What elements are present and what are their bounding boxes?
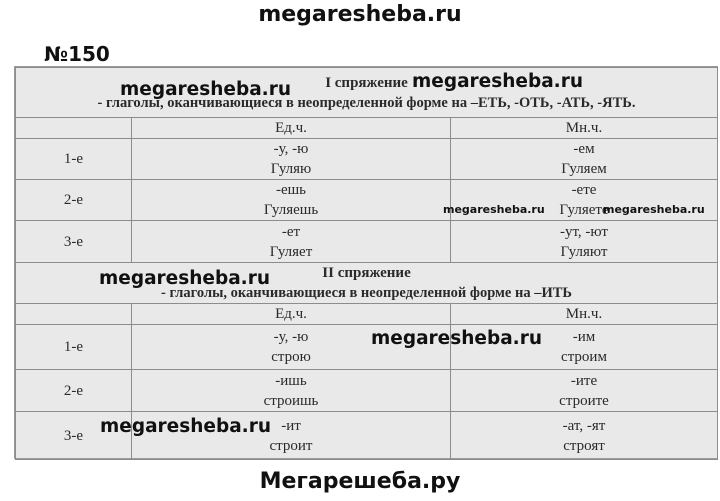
person-label: 1-е (16, 139, 132, 180)
site-title: megaresheba.ru (258, 2, 462, 27)
person-label: 2-е (16, 370, 132, 412)
table-row (16, 139, 718, 180)
person-label: 3-е (16, 412, 132, 460)
plural-cell (451, 221, 718, 263)
plural-cell (451, 139, 718, 180)
singular-cell (132, 139, 451, 180)
singular-cell (132, 180, 451, 221)
task-number: №150 (44, 42, 110, 66)
verb-form: строят (563, 437, 605, 454)
conjugation-1-column-header-row (16, 118, 718, 139)
verb-form: Гуляю (270, 161, 312, 177)
ending: -ишь (275, 372, 307, 389)
verb-form: строим (561, 349, 607, 365)
plural-cell (451, 370, 718, 412)
verb-form: строит (269, 437, 313, 454)
watermark: megaresheba.ru (371, 328, 542, 349)
singular-cell (132, 221, 451, 263)
verb-form: строю (271, 349, 311, 365)
ending: -ешь (275, 182, 307, 198)
person-column-header (16, 304, 132, 325)
watermark: megaresheba.ru (443, 203, 545, 216)
watermark: megaresheba.ru (99, 268, 270, 289)
singular-column-header: Ед.ч. (132, 304, 451, 325)
watermark: megaresheba.ru (100, 416, 271, 437)
singular-cell (132, 370, 451, 412)
plural-cell (451, 412, 718, 460)
verb-form: строите (559, 392, 609, 409)
watermark: megaresheba.ru (603, 203, 705, 216)
ending: -у, -ю (273, 329, 309, 345)
conjugation-table (15, 67, 718, 460)
ending: -ет (281, 223, 301, 240)
ending: -ут, -ют (560, 223, 608, 240)
conjugation-2-column-header-row (16, 304, 718, 325)
ending: -ите (570, 372, 598, 389)
conjugation-1-title: I спряжение (325, 74, 408, 91)
person-label: 3-е (16, 221, 132, 263)
table-row (16, 221, 718, 263)
person-column-header (16, 118, 132, 139)
ending: -им (572, 329, 596, 345)
singular-column-header: Ед.ч. (132, 118, 451, 139)
ending: -ете (571, 182, 597, 198)
table-row (16, 370, 718, 412)
footer-title: Мегарешеба.ру (259, 469, 461, 494)
verb-form: Гуляет (269, 243, 313, 260)
table-row (16, 325, 718, 370)
verb-form: Гуляете (559, 202, 609, 218)
ending: -ем (573, 141, 595, 157)
person-label: 2-е (16, 180, 132, 221)
ending: -у, -ю (273, 141, 309, 157)
verb-form: Гуляешь (263, 202, 319, 218)
watermark: megaresheba.ru (120, 79, 291, 100)
conjugation-2-description: - глаголы, оканчивающиеся в неопределенной форме на –ИТЬ (161, 285, 572, 301)
ending: -ат, -ят (562, 417, 606, 434)
verb-form: строишь (263, 392, 319, 409)
plural-column-header: Мн.ч. (451, 118, 718, 139)
verb-form: Гуляют (560, 243, 608, 260)
conjugation-2-title: II спряжение (322, 265, 411, 281)
plural-column-header: Мн.ч. (451, 304, 718, 325)
person-label: 1-е (16, 325, 132, 370)
conjugation-1-description: - глаголы, оканчивающиеся в неопределенной форме на –ЕТЬ, -ОТЬ, -АТЬ, -ЯТЬ. (97, 94, 636, 111)
watermark: megaresheba.ru (412, 71, 583, 92)
ending: -ит (281, 417, 301, 434)
verb-form: Гуляем (561, 161, 607, 177)
